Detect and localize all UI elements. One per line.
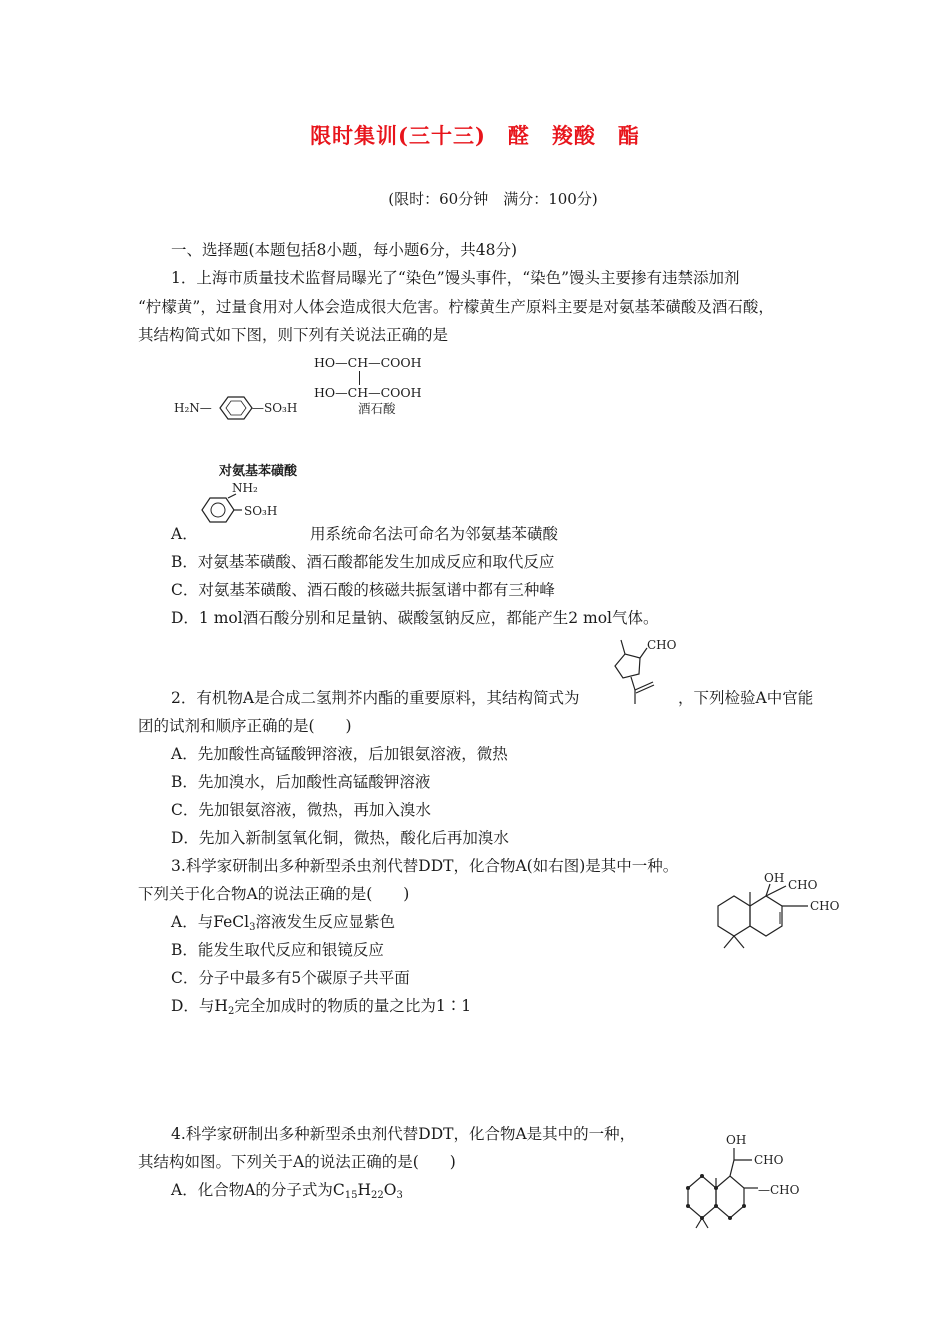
sulfanilic-acid-structure [170, 385, 310, 435]
ortho-aminobenzenesulfonic-structure [190, 478, 300, 538]
q3-option-b: B．能发生取代反应和银镜反应 [171, 941, 384, 959]
q2-option-d: D．先加入新制氢氧化铜，微热，酸化后再加溴水 [171, 829, 509, 847]
q4-cho2-label: —CHO [758, 1183, 800, 1197]
q3-stem-line1: 3.科学家研制出多种新型杀虫剂代替DDT，化合物A(如右图)是其中一种。 [171, 857, 679, 875]
q4-cho1-label: CHO [754, 1153, 784, 1167]
q3-oh-label: OH [764, 871, 785, 885]
q1-stem-line1: 1．上海市质量技术监督局曝光了“染色”馒头事件，“染色”馒头主要掺有违禁添加剂 [171, 269, 740, 287]
tartaric-row1: HO—CH—COOH [314, 355, 422, 370]
q1-option-d: D．1 mol酒石酸分别和足量钠、碳酸氢钠反应，都能产生2 mol气体。 [171, 609, 659, 627]
q3-cho1-label: CHO [788, 878, 818, 892]
q2-stem-line1: 2．有机物A是合成二氢荆芥内酯的重要原料，其结构简式为 [171, 689, 580, 707]
q4-stem-line1: 4.科学家研制出多种新型杀虫剂代替DDT，化合物A是其中的一种， [171, 1125, 636, 1143]
q4-oh-label: OH [726, 1133, 747, 1147]
q3-decalin-structure [700, 868, 850, 978]
sulfanilic-label: 对氨基苯磺酸 [219, 464, 298, 479]
q2-option-b: B．先加溴水，后加酸性高锰酸钾溶液 [171, 773, 431, 791]
q2-stem-line1-tail: ，下列检验A中官能 [678, 689, 814, 707]
tartaric-row2: HO—CH—COOH [314, 385, 422, 400]
q4-stem-line2: 其结构如图。下列关于A的说法正确的是( ) [138, 1153, 456, 1171]
q3-cho2-label: CHO [810, 899, 840, 913]
q2-stem-line2: 团的试剂和顺序正确的是( ) [138, 717, 352, 735]
q4-decalin-structure [678, 1130, 838, 1240]
page-title: 限时集训(三十三) 醛 羧酸 酯 [310, 123, 640, 148]
section-heading: 一、选择题(本题包括8小题，每小题6分，共48分) [171, 241, 518, 259]
ortho-nh2-label: NH₂ [232, 481, 258, 495]
q1-option-a-text: 用系统命名法可命名为邻氨基苯磺酸 [310, 525, 559, 543]
sulfanilic-right-label: —SO₃H [252, 401, 298, 415]
q3-option-c: C．分子中最多有5个碳原子共平面 [171, 969, 410, 987]
time-limit-note: (限时：60分钟 满分：100分) [388, 190, 598, 208]
q1-option-b: B．对氨基苯磺酸、酒石酸都能发生加成反应和取代反应 [171, 553, 555, 571]
q2-cyclopentane-structure [595, 632, 685, 712]
ortho-so3h-label: SO₃H [244, 504, 278, 518]
q1-stem-line2: “柠檬黄”，过量食用对人体会造成很大危害。柠檬黄生产原料主要是对氨基苯磺酸及酒石酸， [138, 298, 774, 316]
q3-stem-line2: 下列关于化合物A的说法正确的是( ) [138, 885, 410, 903]
q1-option-c: C．对氨基苯磺酸、酒石酸的核磁共振氢谱中都有三种峰 [171, 581, 555, 599]
q4-option-a: A．化合物A的分子式为$C_{15}H_{22}O_3$ [171, 1181, 403, 1201]
tartaric-label: 酒石酸 [358, 401, 396, 416]
q2-option-c: C．先加银氨溶液，微热，再加入溴水 [171, 801, 431, 819]
q3-option-d: D．与$H_2$完全加成时的物质的量之比为1∶1 [171, 997, 472, 1017]
sulfanilic-left-label: H₂N— [174, 401, 212, 415]
tartaric-acid-structure [314, 356, 422, 416]
q1-stem-line3: 其结构简式如下图，则下列有关说法正确的是 [138, 326, 449, 344]
q1-option-a-prefix: A． [171, 525, 198, 543]
q3-option-a: A．与FeCl$_3$溶液发生反应显紫色 [171, 913, 395, 933]
q2-cho-label: CHO [647, 638, 677, 652]
q2-option-a: A．先加酸性高锰酸钾溶液，后加银氨溶液，微热 [171, 745, 508, 763]
